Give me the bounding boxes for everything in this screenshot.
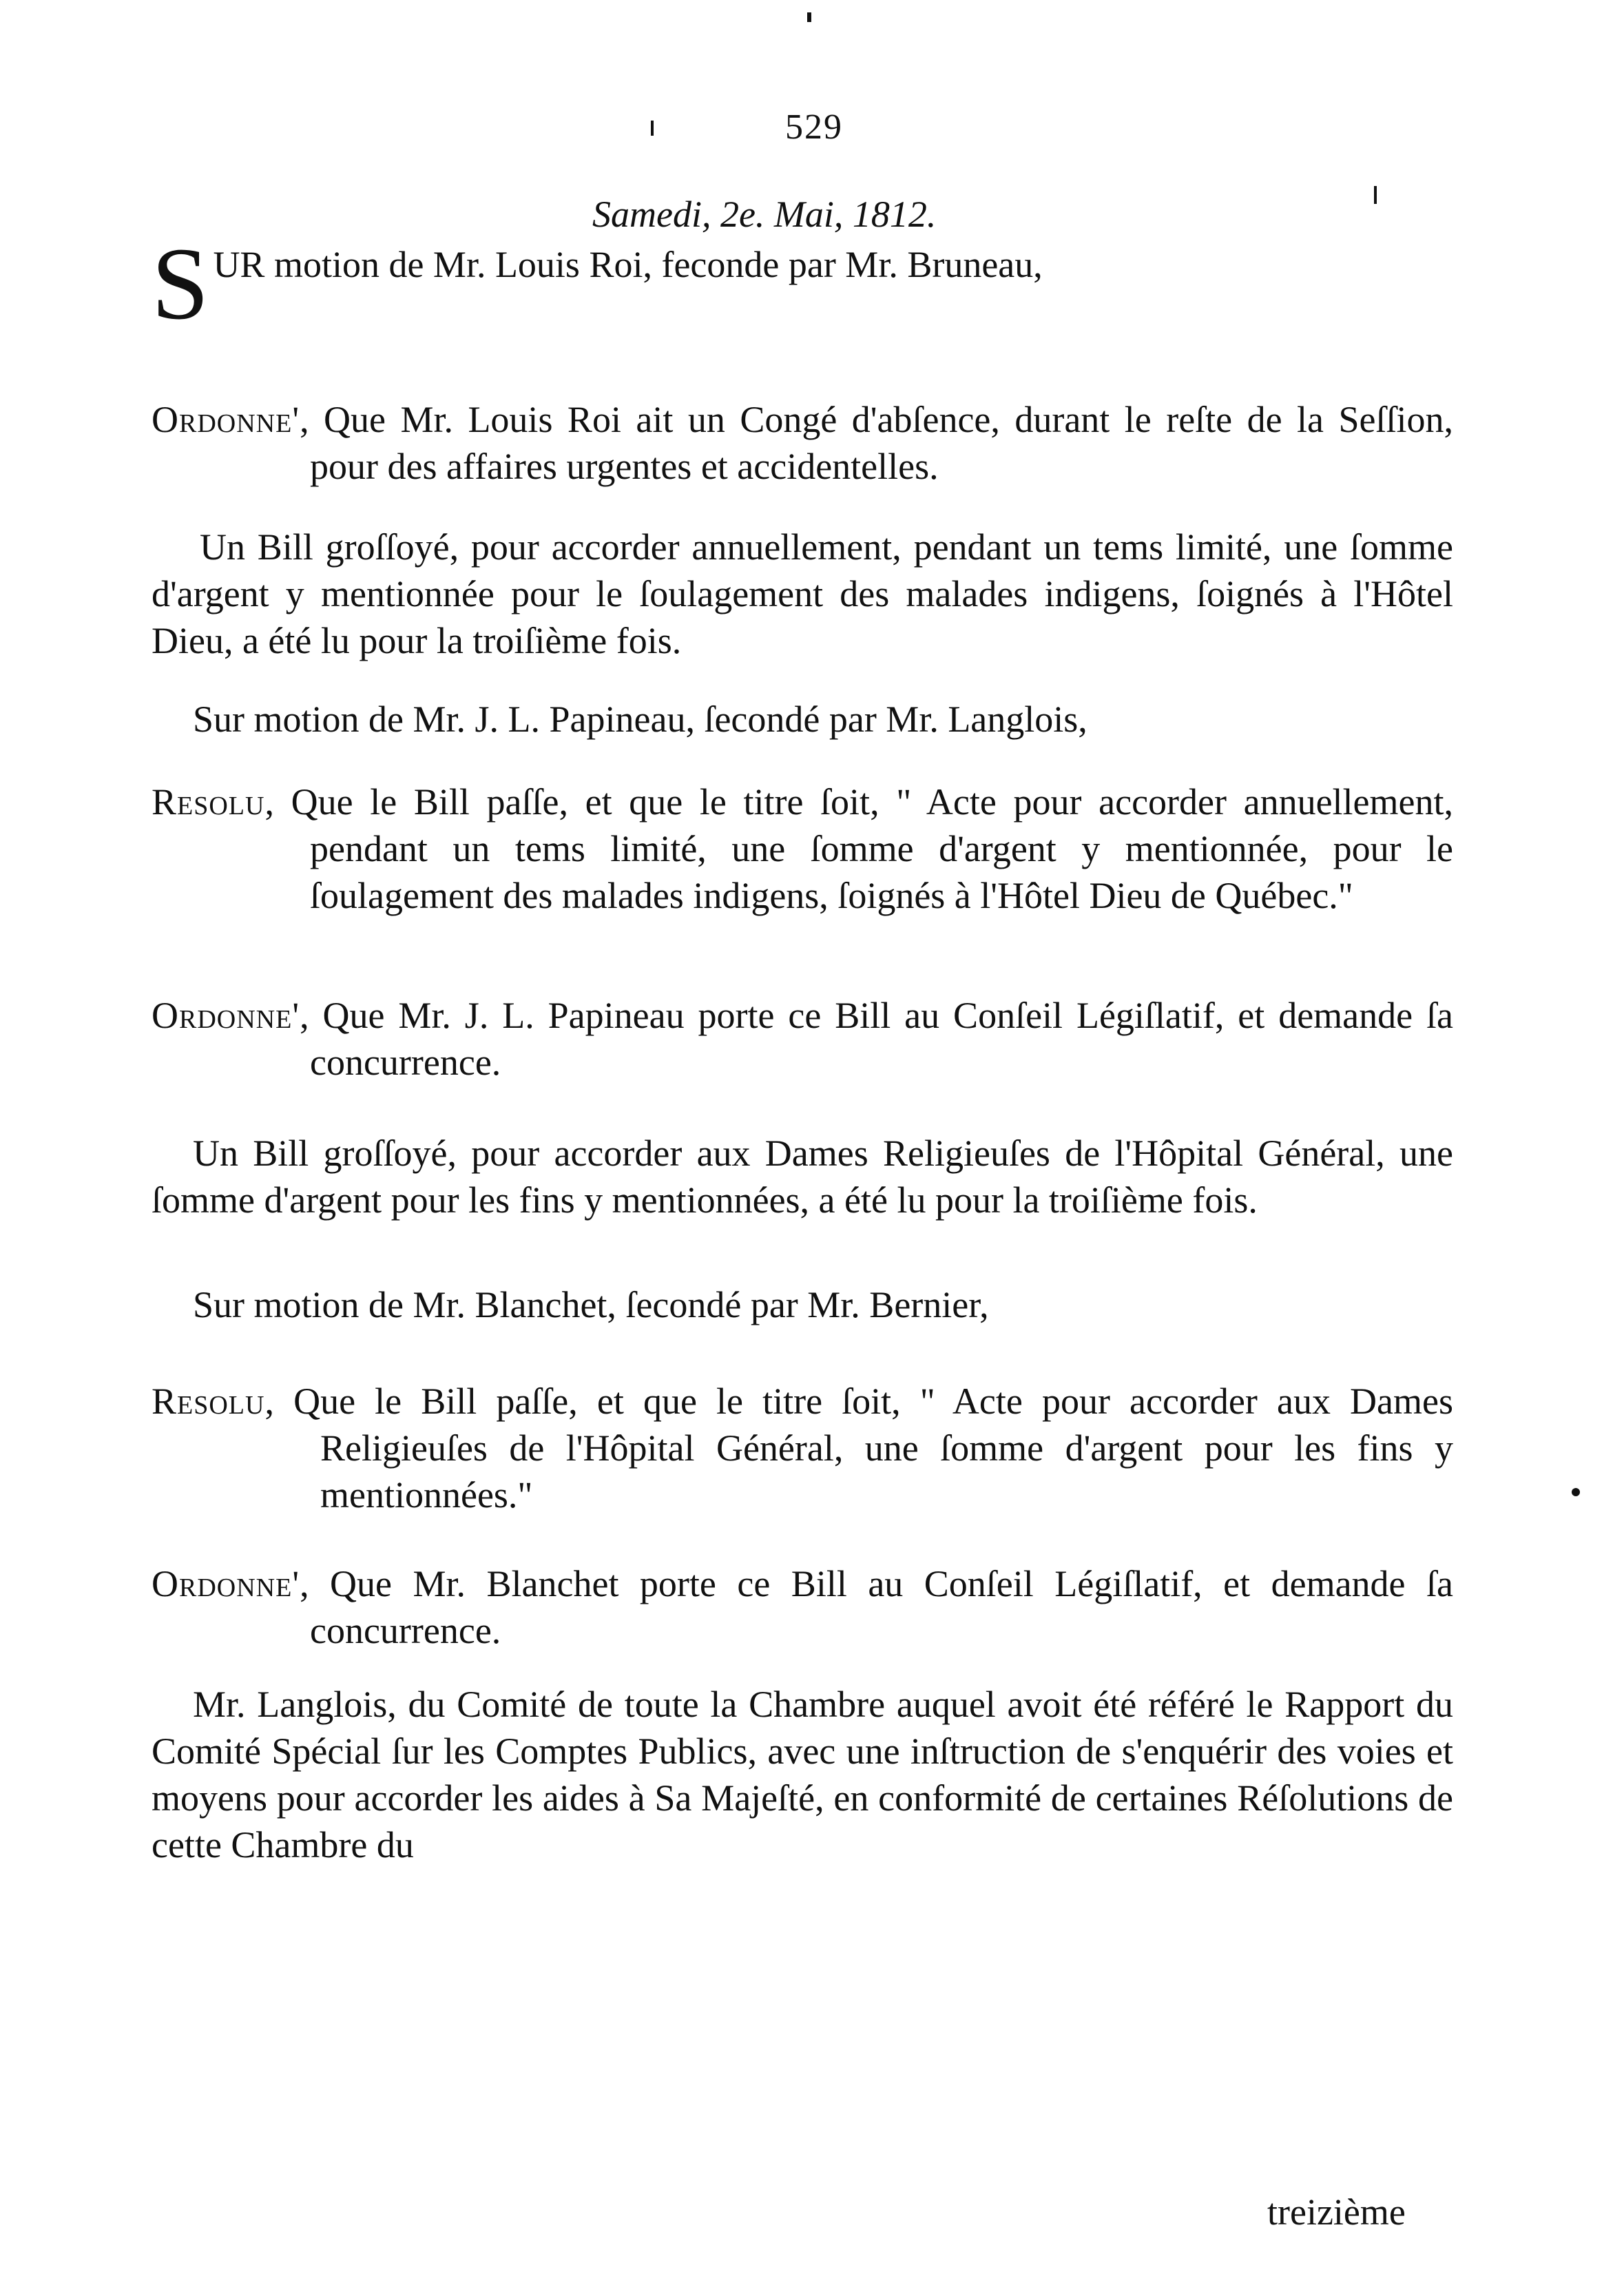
margin-tick — [1374, 186, 1377, 204]
ordonne-label: Ordonne' — [152, 995, 300, 1036]
paragraph-10 — [152, 1560, 1453, 1654]
margin-dot — [1572, 1488, 1580, 1496]
date-line: Samedi, 2e. Mai, 1812. — [592, 194, 937, 235]
paragraph-4 — [152, 696, 1453, 743]
paragraph-1 — [152, 227, 1453, 341]
paragraph-8 — [152, 1281, 1453, 1328]
paragraph-5 — [152, 778, 1453, 919]
paragraph-6-text: , Que Mr. J. L. Papineau porte ce Bill au Conſeil Légiſlatif, et demande ſa concurrence. — [300, 995, 1453, 1083]
paragraph-7-text: Un Bill groſſoyé, pour accorder aux Dames Religieuſes de l'Hôpital Général, une ſomme d'argent pour les fins y mentionnées, a été lu pour la troiſième fois. — [152, 1133, 1453, 1221]
paragraph-4-text: Sur motion de Mr. J. L. Papineau, ſecondé par Mr. Langlois, — [193, 699, 1087, 740]
resolu-label: Resolu — [152, 1381, 265, 1422]
ordonne-label: Ordonne' — [152, 399, 300, 440]
paragraph-3-text: Un Bill groſſoyé, pour accorder annuellement, pendant un tems limité, une ſomme d'argent y mentionnée pour le ſoulagement des malades indigens, ſoignés à l'Hôtel Dieu, a été lu pour la troiſième fois. — [152, 526, 1453, 661]
paragraph-9 — [152, 1378, 1453, 1518]
ordonne-label: Ordonne' — [152, 1563, 300, 1604]
paragraph-9-text: , Que le Bill paſſe, et que le titre ſoit, " Acte pour accorder aux Dames Religieuſes de l'Hôpital Général, une ſomme d'argent pour les fins y mentionnées." — [264, 1381, 1453, 1516]
paragraph-2-text: , Que Mr. Louis Roi ait un Congé d'abſence, durant le reſte de la Seſſion, pour des affaires urgentes et accidentelles. — [300, 399, 1453, 487]
resolu-label: Resolu — [152, 781, 265, 823]
paragraph-6 — [152, 992, 1453, 1086]
drop-cap: S — [152, 227, 209, 341]
paragraph-7 — [152, 1130, 1453, 1223]
paragraph-1-text: UR motion de Mr. Louis Roi, feconde par Mr. Bruneau, — [213, 244, 1043, 285]
page-number: 529 — [785, 107, 843, 147]
catchword: treizième — [1267, 2191, 1406, 2233]
paragraph-8-text: Sur motion de Mr. Blanchet, ſecondé par Mr. Bernier, — [193, 1284, 989, 1325]
margin-tick — [651, 121, 654, 136]
paragraph-5-text: , Que le Bill paſſe, et que le titre ſoit, " Acte pour accorder annuellement, pendant un tems limité, une ſomme d'argent y mentionnée, pour le ſoulagement des malades indigens, ſoignés à l'Hôtel Dieu de Québec." — [264, 781, 1453, 916]
paragraph-3 — [152, 524, 1453, 664]
paragraph-2 — [152, 396, 1453, 490]
paragraph-10-text: , Que Mr. Blanchet porte ce Bill au Conſeil Légiſlatif, et demande ſa concurrence. — [300, 1563, 1453, 1651]
top-mark — [807, 12, 811, 22]
paragraph-11 — [152, 1681, 1453, 1868]
paragraph-11-text: Mr. Langlois, du Comité de toute la Chambre auquel avoit été référé le Rapport du Comité Spécial ſur les Comptes Publics, avec une inſtruction de s'enquérir des voies et moyens pour accorder les aides à Sa Majeſté, en conformité de certaines Réſolutions de cette Chambre du — [152, 1684, 1453, 1866]
